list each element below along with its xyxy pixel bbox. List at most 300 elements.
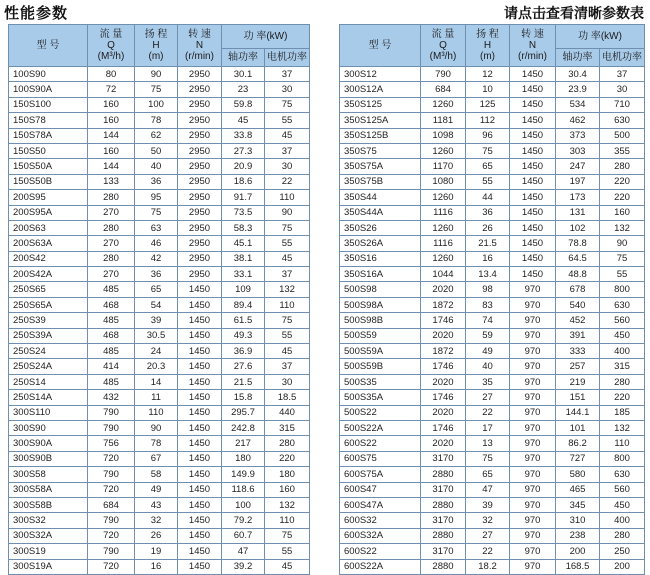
- cell-motor-power: 75: [265, 97, 310, 112]
- cell-flow: 270: [88, 236, 135, 251]
- cell-flow: 280: [88, 220, 135, 235]
- cell-flow: 790: [88, 420, 135, 435]
- cell-head: 55: [466, 174, 510, 189]
- cell-motor-power: 132: [265, 282, 310, 297]
- table-row: [9, 482, 310, 497]
- cell-model: 150S50: [9, 143, 88, 158]
- header-speed: 转 速 N (r/min): [178, 25, 222, 67]
- cell-shaft-power: 101: [556, 420, 600, 435]
- cell-shaft-power: 247: [556, 159, 600, 174]
- table-row: [340, 482, 645, 497]
- cell-flow: 720: [88, 482, 135, 497]
- cell-shaft-power: 30.4: [556, 67, 600, 82]
- cell-flow: 1746: [421, 390, 466, 405]
- cell-shaft-power: 144.1: [556, 405, 600, 420]
- cell-flow: 790: [88, 513, 135, 528]
- cell-model: 300S58: [9, 467, 88, 482]
- cell-model: 300S19A: [9, 559, 88, 574]
- cell-flow: 468: [88, 297, 135, 312]
- cell-speed: 970: [510, 420, 556, 435]
- table-row: [340, 113, 645, 128]
- cell-speed: 970: [510, 559, 556, 574]
- cell-head: 13: [466, 436, 510, 451]
- cell-model: 150S100: [9, 97, 88, 112]
- cell-flow: 160: [88, 97, 135, 112]
- cell-model: 600S32A: [340, 528, 421, 543]
- cell-head: 36: [135, 267, 178, 282]
- cell-speed: 1450: [178, 328, 222, 343]
- cell-motor-power: 220: [600, 390, 645, 405]
- cell-flow: 2880: [421, 528, 466, 543]
- table-row: [340, 359, 645, 374]
- cell-model: 300S12A: [340, 82, 421, 97]
- cell-flow: 3170: [421, 451, 466, 466]
- cell-shaft-power: 49.3: [222, 328, 265, 343]
- cell-speed: 970: [510, 405, 556, 420]
- cell-flow: 1260: [421, 97, 466, 112]
- table-row: [340, 297, 645, 312]
- cell-motor-power: 55: [265, 544, 310, 559]
- cell-shaft-power: 345: [556, 497, 600, 512]
- cell-model: 600S47: [340, 482, 421, 497]
- cell-speed: 1450: [510, 128, 556, 143]
- table-row: [340, 220, 645, 235]
- cell-motor-power: 30: [265, 374, 310, 389]
- cell-shaft-power: 45: [222, 113, 265, 128]
- table-row: [340, 328, 645, 343]
- table-row: [9, 97, 310, 112]
- cell-speed: 970: [510, 328, 556, 343]
- cell-model: 250S65A: [9, 297, 88, 312]
- cell-flow: 485: [88, 313, 135, 328]
- cell-model: 250S65: [9, 282, 88, 297]
- cell-head: 36: [135, 174, 178, 189]
- table-row: [9, 297, 310, 312]
- cell-flow: 720: [88, 528, 135, 543]
- cell-model: 200S42A: [9, 267, 88, 282]
- table-row: [340, 174, 645, 189]
- cell-flow: 485: [88, 282, 135, 297]
- cell-shaft-power: 391: [556, 328, 600, 343]
- table-row: [340, 97, 645, 112]
- cell-motor-power: 55: [600, 267, 645, 282]
- table-row: [340, 82, 645, 97]
- cell-model: 500S59: [340, 328, 421, 343]
- cell-shaft-power: 109: [222, 282, 265, 297]
- cell-model: 150S50A: [9, 159, 88, 174]
- table-row: [340, 497, 645, 512]
- cell-motor-power: 75: [265, 313, 310, 328]
- cell-shaft-power: 58.3: [222, 220, 265, 235]
- cell-speed: 1450: [510, 113, 556, 128]
- cell-speed: 1450: [178, 482, 222, 497]
- header-motor-power: 电机功率: [600, 49, 645, 67]
- cell-head: 10: [466, 82, 510, 97]
- table-row: [340, 467, 645, 482]
- table-row: [340, 128, 645, 143]
- cell-model: 300S58B: [9, 497, 88, 512]
- cell-head: 40: [135, 159, 178, 174]
- table-row: [9, 436, 310, 451]
- cell-flow: 790: [88, 405, 135, 420]
- cell-flow: 1116: [421, 236, 466, 251]
- cell-model: 500S98B: [340, 313, 421, 328]
- table-row: [9, 390, 310, 405]
- cell-shaft-power: 33.8: [222, 128, 265, 143]
- cell-speed: 1450: [178, 405, 222, 420]
- cell-speed: 2950: [178, 67, 222, 82]
- cell-model: 350S125A: [340, 113, 421, 128]
- cell-model: 600S32: [340, 513, 421, 528]
- cell-motor-power: 30: [600, 82, 645, 97]
- table-row: [9, 467, 310, 482]
- table-row: [9, 451, 310, 466]
- cell-speed: 1450: [510, 190, 556, 205]
- cell-motor-power: 160: [265, 482, 310, 497]
- cell-model: 100S90: [9, 67, 88, 82]
- table-row: [9, 143, 310, 158]
- cell-shaft-power: 91.7: [222, 190, 265, 205]
- cell-head: 95: [135, 190, 178, 205]
- cell-head: 43: [135, 497, 178, 512]
- cell-motor-power: 450: [600, 497, 645, 512]
- cell-flow: 2020: [421, 328, 466, 343]
- cell-motor-power: 132: [600, 220, 645, 235]
- cell-model: 600S75A: [340, 467, 421, 482]
- cell-speed: 970: [510, 528, 556, 543]
- table-row: [9, 190, 310, 205]
- cell-motor-power: 37: [600, 67, 645, 82]
- cell-motor-power: 30: [265, 159, 310, 174]
- cell-shaft-power: 452: [556, 313, 600, 328]
- cell-shaft-power: 180: [222, 451, 265, 466]
- cell-speed: 970: [510, 451, 556, 466]
- cell-head: 50: [135, 143, 178, 158]
- cell-head: 18.2: [466, 559, 510, 574]
- cell-speed: 1450: [178, 513, 222, 528]
- header-power: 功 率(kW): [556, 25, 645, 49]
- cell-speed: 2950: [178, 159, 222, 174]
- cell-shaft-power: 197: [556, 174, 600, 189]
- cell-head: 39: [135, 313, 178, 328]
- table-row: [9, 251, 310, 266]
- cell-speed: 1450: [510, 267, 556, 282]
- cell-model: 300S90A: [9, 436, 88, 451]
- cell-motor-power: 630: [600, 297, 645, 312]
- cell-speed: 1450: [178, 436, 222, 451]
- cell-head: 78: [135, 113, 178, 128]
- cell-shaft-power: 678: [556, 282, 600, 297]
- cell-shaft-power: 39.2: [222, 559, 265, 574]
- cell-flow: 720: [88, 559, 135, 574]
- cell-flow: 720: [88, 451, 135, 466]
- cell-head: 83: [466, 297, 510, 312]
- cell-model: 350S44: [340, 190, 421, 205]
- cell-shaft-power: 540: [556, 297, 600, 312]
- cell-speed: 970: [510, 436, 556, 451]
- cell-motor-power: 450: [600, 328, 645, 343]
- cell-motor-power: 630: [600, 467, 645, 482]
- cell-head: 75: [135, 82, 178, 97]
- table-row: [9, 174, 310, 189]
- table-row: [9, 82, 310, 97]
- cell-flow: 1260: [421, 220, 466, 235]
- table-row: [9, 267, 310, 282]
- cell-speed: 1450: [178, 559, 222, 574]
- cell-speed: 1450: [178, 497, 222, 512]
- cell-model: 300S90: [9, 420, 88, 435]
- cell-speed: 970: [510, 497, 556, 512]
- cell-motor-power: 45: [265, 251, 310, 266]
- cell-motor-power: 160: [600, 205, 645, 220]
- table-row: [9, 328, 310, 343]
- cell-motor-power: 37: [265, 267, 310, 282]
- cell-motor-power: 220: [600, 190, 645, 205]
- table-row: [340, 143, 645, 158]
- cell-model: 250S14: [9, 374, 88, 389]
- cell-head: 75: [466, 143, 510, 158]
- table-row: [340, 451, 645, 466]
- cell-motor-power: 75: [265, 528, 310, 543]
- cell-head: 30.5: [135, 328, 178, 343]
- cell-motor-power: 710: [600, 97, 645, 112]
- cell-speed: 970: [510, 482, 556, 497]
- cell-model: 600S22: [340, 544, 421, 559]
- cell-speed: 1450: [178, 528, 222, 543]
- cell-model: 250S39A: [9, 328, 88, 343]
- cell-flow: 2880: [421, 497, 466, 512]
- cell-flow: 1080: [421, 174, 466, 189]
- cell-head: 98: [466, 282, 510, 297]
- cell-head: 22: [466, 405, 510, 420]
- cell-shaft-power: 23.9: [556, 82, 600, 97]
- cell-head: 90: [135, 67, 178, 82]
- cell-flow: 280: [88, 190, 135, 205]
- table-row: [9, 313, 310, 328]
- cell-head: 90: [135, 420, 178, 435]
- table-row: [9, 67, 310, 82]
- cell-shaft-power: 580: [556, 467, 600, 482]
- cell-flow: 1746: [421, 359, 466, 374]
- cell-shaft-power: 131: [556, 205, 600, 220]
- cell-motor-power: 560: [600, 313, 645, 328]
- cell-head: 54: [135, 297, 178, 312]
- cell-flow: 684: [421, 82, 466, 97]
- cell-motor-power: 800: [600, 282, 645, 297]
- cell-speed: 970: [510, 344, 556, 359]
- cell-shaft-power: 151: [556, 390, 600, 405]
- cell-speed: 1450: [178, 451, 222, 466]
- cell-flow: 485: [88, 374, 135, 389]
- table-row: [9, 374, 310, 389]
- table-row: [340, 405, 645, 420]
- cell-shaft-power: 73.5: [222, 205, 265, 220]
- cell-shaft-power: 78.8: [556, 236, 600, 251]
- cell-speed: 2950: [178, 174, 222, 189]
- cell-model: 300S32A: [9, 528, 88, 543]
- table-row: [340, 251, 645, 266]
- cell-model: 350S125B: [340, 128, 421, 143]
- cell-flow: 280: [88, 251, 135, 266]
- table-row: [340, 67, 645, 82]
- cell-flow: 684: [88, 497, 135, 512]
- table-row: [9, 128, 310, 143]
- cell-shaft-power: 18.6: [222, 174, 265, 189]
- cell-speed: 1450: [510, 159, 556, 174]
- table-row: [9, 497, 310, 512]
- cell-head: 49: [135, 482, 178, 497]
- cell-model: 500S59A: [340, 344, 421, 359]
- cell-model: 200S95: [9, 190, 88, 205]
- cell-model: 350S75A: [340, 159, 421, 174]
- header-model: 型 号: [9, 25, 88, 67]
- table-row: [340, 374, 645, 389]
- cell-head: 112: [466, 113, 510, 128]
- cell-shaft-power: 173: [556, 190, 600, 205]
- cell-shaft-power: 238: [556, 528, 600, 543]
- cell-motor-power: 280: [265, 436, 310, 451]
- cell-model: 250S39: [9, 313, 88, 328]
- cell-model: 500S35A: [340, 390, 421, 405]
- cell-speed: 2950: [178, 220, 222, 235]
- cell-speed: 2950: [178, 251, 222, 266]
- cell-shaft-power: 462: [556, 113, 600, 128]
- cell-shaft-power: 217: [222, 436, 265, 451]
- cell-motor-power: 45: [265, 559, 310, 574]
- cell-head: 67: [135, 451, 178, 466]
- cell-head: 12: [466, 67, 510, 82]
- cell-head: 26: [135, 528, 178, 543]
- table-row: [9, 420, 310, 435]
- cell-speed: 1450: [510, 251, 556, 266]
- cell-shaft-power: 373: [556, 128, 600, 143]
- cell-flow: 1746: [421, 420, 466, 435]
- cell-shaft-power: 100: [222, 497, 265, 512]
- performance-table-right: [339, 24, 645, 575]
- cell-speed: 2950: [178, 267, 222, 282]
- cell-flow: 1872: [421, 344, 466, 359]
- cell-shaft-power: 45.1: [222, 236, 265, 251]
- cell-speed: 970: [510, 297, 556, 312]
- cell-model: 500S22: [340, 405, 421, 420]
- cell-head: 65: [466, 159, 510, 174]
- cell-head: 21.5: [466, 236, 510, 251]
- table-row: [340, 420, 645, 435]
- cell-motor-power: 315: [265, 420, 310, 435]
- cell-head: 62: [135, 128, 178, 143]
- table-row: [9, 220, 310, 235]
- cell-flow: 1260: [421, 251, 466, 266]
- table-row: [9, 513, 310, 528]
- cell-model: 350S16A: [340, 267, 421, 282]
- cell-head: 26: [466, 220, 510, 235]
- table-row: [9, 159, 310, 174]
- cell-flow: 485: [88, 344, 135, 359]
- table-row: [9, 528, 310, 543]
- cell-head: 65: [135, 282, 178, 297]
- cell-head: 58: [135, 467, 178, 482]
- table-row: [340, 236, 645, 251]
- cell-speed: 1450: [178, 390, 222, 405]
- table-row: [9, 205, 310, 220]
- cell-shaft-power: 89.4: [222, 297, 265, 312]
- table-row: [340, 436, 645, 451]
- cell-flow: 2880: [421, 467, 466, 482]
- cell-motor-power: 400: [600, 344, 645, 359]
- cell-shaft-power: 38.1: [222, 251, 265, 266]
- cell-model: 300S110: [9, 405, 88, 420]
- cell-motor-power: 400: [600, 513, 645, 528]
- cell-flow: 790: [88, 467, 135, 482]
- cell-motor-power: 132: [600, 420, 645, 435]
- table-row: [340, 344, 645, 359]
- cell-motor-power: 220: [600, 174, 645, 189]
- performance-table-left: [8, 24, 310, 575]
- cell-model: 500S98: [340, 282, 421, 297]
- cell-flow: 2880: [421, 559, 466, 574]
- cell-motor-power: 22: [265, 174, 310, 189]
- cell-speed: 2950: [178, 82, 222, 97]
- cell-motor-power: 55: [265, 113, 310, 128]
- cell-head: 19: [135, 544, 178, 559]
- cell-flow: 270: [88, 205, 135, 220]
- cell-flow: 432: [88, 390, 135, 405]
- cell-speed: 1450: [178, 282, 222, 297]
- cell-speed: 2950: [178, 236, 222, 251]
- cell-model: 350S16: [340, 251, 421, 266]
- cell-speed: 970: [510, 359, 556, 374]
- cell-model: 350S26: [340, 220, 421, 235]
- cell-speed: 970: [510, 513, 556, 528]
- cell-flow: 160: [88, 113, 135, 128]
- cell-shaft-power: 219: [556, 374, 600, 389]
- view-clear-table-link[interactable]: 请点击查看清晰参数表: [504, 6, 644, 22]
- cell-speed: 970: [510, 467, 556, 482]
- cell-speed: 1450: [178, 313, 222, 328]
- cell-motor-power: 90: [600, 236, 645, 251]
- cell-flow: 1872: [421, 297, 466, 312]
- cell-motor-power: 75: [600, 251, 645, 266]
- cell-model: 200S95A: [9, 205, 88, 220]
- cell-head: 16: [466, 251, 510, 266]
- cell-shaft-power: 118.6: [222, 482, 265, 497]
- cell-speed: 2950: [178, 113, 222, 128]
- cell-motor-power: 30: [265, 82, 310, 97]
- cell-model: 500S35: [340, 374, 421, 389]
- cell-speed: 1450: [178, 467, 222, 482]
- cell-flow: 2020: [421, 282, 466, 297]
- cell-flow: 756: [88, 436, 135, 451]
- cell-shaft-power: 333: [556, 344, 600, 359]
- header-head: 扬 程 H (m): [466, 25, 510, 67]
- cell-head: 13.4: [466, 267, 510, 282]
- table-row: [340, 282, 645, 297]
- cell-model: 600S47A: [340, 497, 421, 512]
- cell-head: 32: [135, 513, 178, 528]
- cell-head: 24: [135, 344, 178, 359]
- cell-speed: 970: [510, 282, 556, 297]
- cell-flow: 3170: [421, 544, 466, 559]
- cell-model: 150S78A: [9, 128, 88, 143]
- cell-model: 200S63: [9, 220, 88, 235]
- cell-speed: 1450: [510, 205, 556, 220]
- cell-head: 27: [466, 390, 510, 405]
- cell-head: 17: [466, 420, 510, 435]
- cell-shaft-power: 36.9: [222, 344, 265, 359]
- cell-head: 35: [466, 374, 510, 389]
- header-flow: 流 量 Q (M³/h): [88, 25, 135, 67]
- cell-motor-power: 45: [265, 344, 310, 359]
